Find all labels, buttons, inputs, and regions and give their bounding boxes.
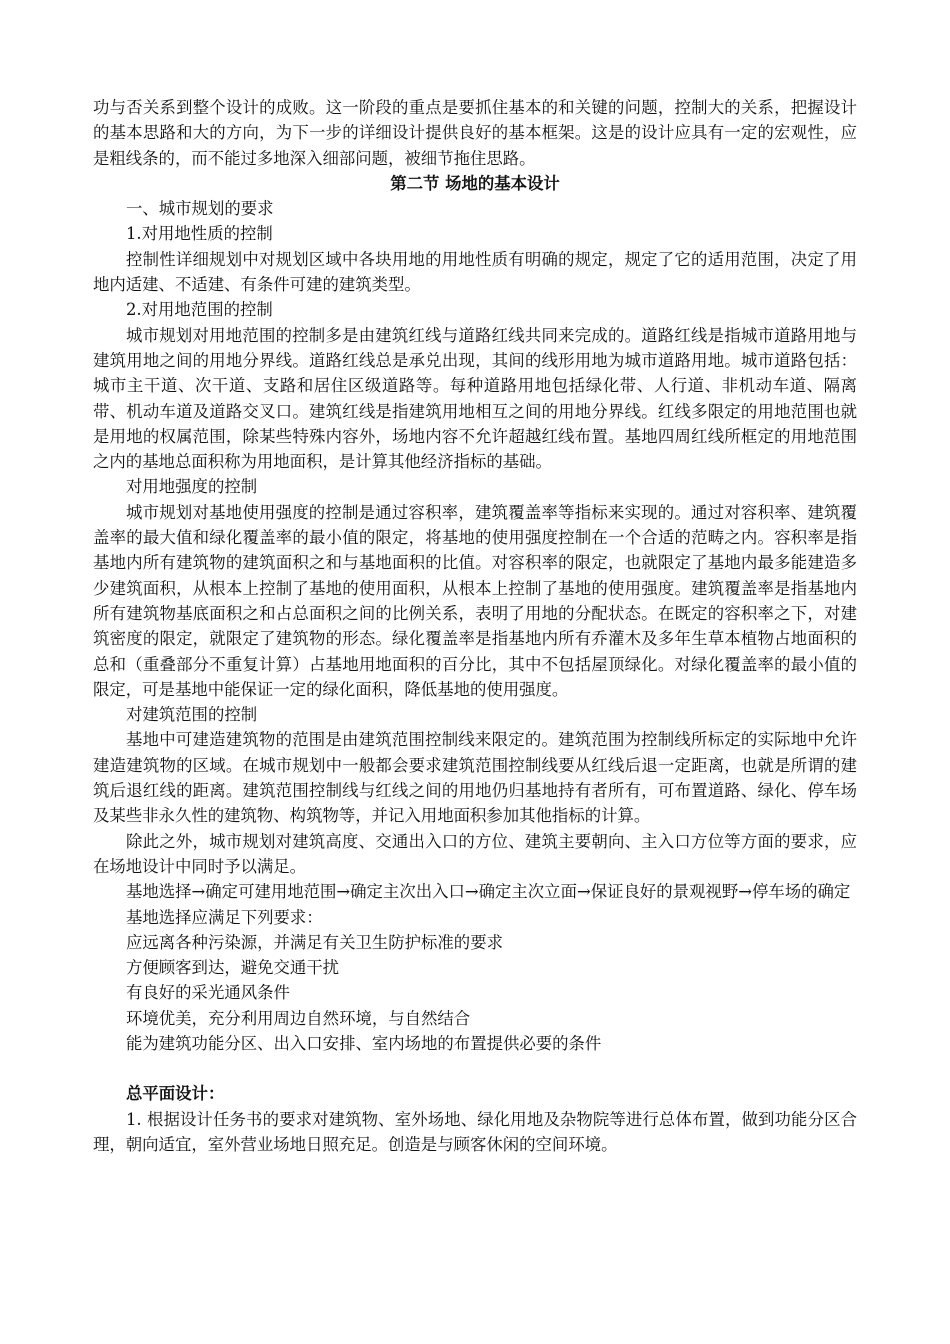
requirement-item: 有良好的采光通风条件 <box>126 983 290 1003</box>
paragraph-land-use-nature: 控制性详细规划中对规划区域中各块用地的用地性质有明确的规定，规定了它的适用范围，决定了用地内适建、不适建、有条件可建的建筑类型。 <box>93 249 857 295</box>
blank-line <box>93 1056 857 1081</box>
subheading-land-use-nature: 1.对用地性质的控制 <box>126 224 273 244</box>
intro-paragraph: 功与否关系到整个设计的成败。这一阶段的重点是要抓住基本的和关键的问题，控制大的关系，把握设计的基本思路和大的方向，为下一步的详细设计提供良好的基本框架。这是的设计应具有一定的宏观性，应是粗线条的，而不能过多地深入细部问题，被细节拖住思路。 <box>93 98 857 168</box>
requirement-item: 能为建筑功能分区、出入口安排、室内场地的布置提供必要的条件 <box>126 1033 602 1053</box>
paragraph-land-use-range: 城市规划对用地范围的控制多是由建筑红线与道路红线共同来完成的。道路红线是指城市道路用地与建筑用地之间的用地分界线。道路红线总是承兑出现，其间的线形用地为城市道路用地。城市道路包括：城市主干道、次干道、支路和居住区级道路等。每种道路用地包括绿化带、人行道、非机动车道、隔离带、机动车道及道路交叉口。建筑红线是指建筑用地相互之间的用地分界线。红线多限定的用地范围也就是用地的权属范围，除某些特殊内容外，场地内容不允许超越红线布置。基地四周红线所框定的用地范围之内的基地总面积称为用地面积，是计算其他经济指标的基础。 <box>93 325 857 472</box>
subheading-land-use-range: 2.对用地范围的控制 <box>126 300 273 320</box>
paragraph-land-use-intensity: 城市规划对基地使用强度的控制是通过容积率，建筑覆盖率等指标来实现的。通过对容积率、建筑覆盖率的最大值和绿化覆盖率的最小值的限定，将基地的使用强度控制在一个合适的范畴之内。容积率是指基地内所有建筑物的建筑面积之和与基地面积的比值。对容积率的限定，也就限定了基地内最多能建造多少建筑面积，从根本上控制了基地的使用面积，从根本上控制了基地的使用强度。建筑覆盖率是指基地内所有建筑物基底面积之和占总面积之间的比例关系，表明了用地的分配状态。在既定的容积率之下，对建筑密度的限定，就限定了建筑物的形态。绿化覆盖率是指基地内所有乔灌木及多年生草本植物占地面积的总和（重叠部分不重复计算）占基地用地面积的百分比，其中不包括屋顶绿化。对绿化覆盖率的最小值的限定，可是基地中能保证一定的绿化面积，降低基地的使用强度。 <box>93 502 857 699</box>
requirement-item: 方便顾客到达，避免交通干扰 <box>126 958 340 978</box>
requirements-title: 基地选择应满足下列要求： <box>126 907 323 927</box>
subheading-building-range: 对建筑范围的控制 <box>126 705 258 725</box>
heading-urban-planning: 一、城市规划的要求 <box>126 199 274 219</box>
requirement-item: 环境优美，充分利用周边自然环境，与自然结合 <box>126 1008 471 1028</box>
paragraph-other-requirements: 除此之外，城市规划对建筑高度、交通出入口的方位、建筑主要朝向、主入口方位等方面的要求，应在场地设计中同时予以满足。 <box>93 831 857 876</box>
subheading-land-use-intensity: 对用地强度的控制 <box>126 477 258 497</box>
requirement-item: 应远离各种污染源，并满足有关卫生防护标准的要求 <box>126 932 503 952</box>
document-page <box>93 95 857 1157</box>
site-plan-title: 总平面设计： <box>126 1084 225 1104</box>
section-title: 第二节 场地的基本设计 <box>390 173 560 193</box>
paragraph-building-range: 基地中可建造建筑物的范围是由建筑范围控制线来限定的。建筑范围为控制线所标定的实际地中允许建造建筑物的区域。在城市规划中一般都会要求建筑范围控制线要从红线后退一定距离，也就是所谓的建筑后退红线的距离。建筑范围控制线与红线之间的用地仍归基地持有者所有，可布置道路、绿化、停车场及某些非永久性的建筑物、构筑物等，并记入用地面积参加其他指标的计算。 <box>93 730 857 826</box>
site-plan-item-1: 1. 根据设计任务书的要求对建筑物、室外场地、绿化用地及杂物院等进行总体布置，做到功能分区合理，朝向适宜，室外营业场地日照充足。创造是与顾客休闲的空间环境。 <box>93 1109 857 1154</box>
paragraph-site-flow: 基地选择→确定可建用地范围→确定主次出入口→确定主次立面→保证良好的景观视野→停车场的确定 <box>126 882 851 902</box>
